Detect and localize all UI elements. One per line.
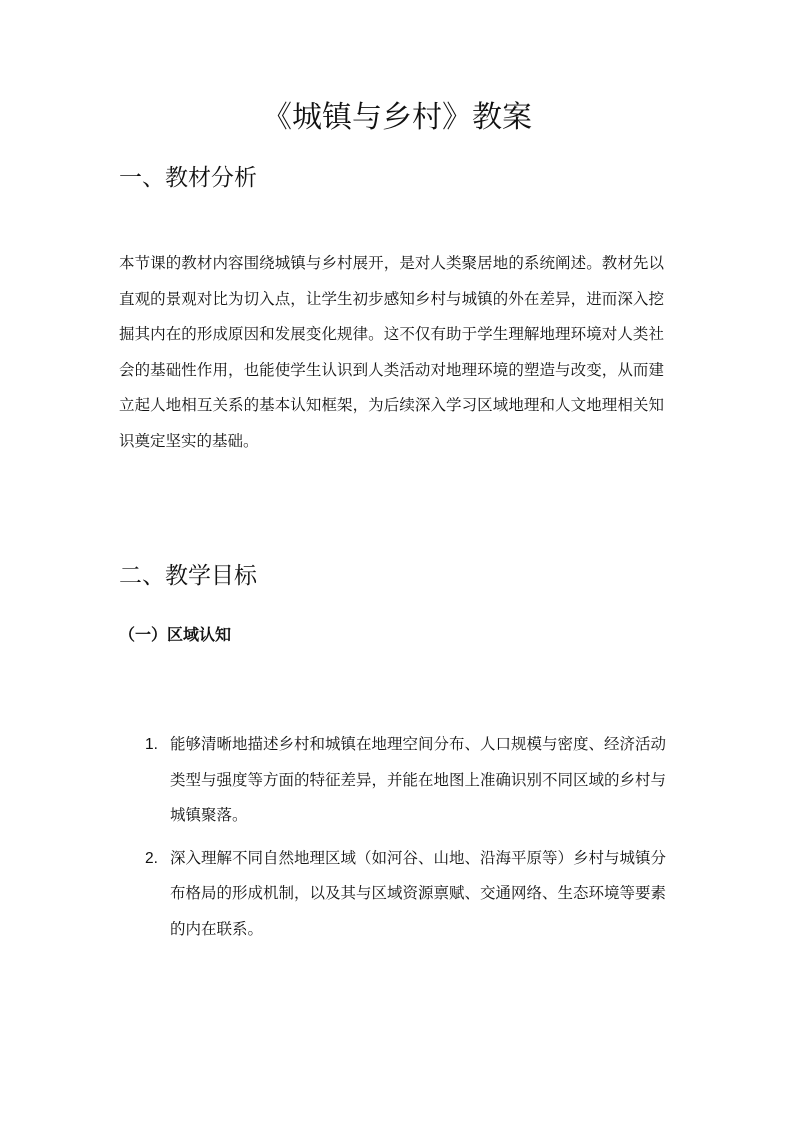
textbook-analysis-paragraph: 本节课的教材内容围绕城镇与乡村展开，是对人类聚居地的系统阐述。教材先以直观的景观对比为切入点，让学生初步感知乡村与城镇的外在差异，进而深入挖掘其内在的形成原因和发展变化规律。这不仅有助于学生理解地理环境对人类社会的基础性作用，也能使学生认识到人类活动对地理环境的塑造与改变，从而建立起人地相互关系的基本认知框架，为后续深入学习区域地理和人文地理相关知识奠定坚实的基础。 — [119, 254, 664, 450]
list-item-number: 1. — [145, 736, 158, 753]
document-title: 《城镇与乡村》教案 — [262, 100, 532, 135]
list-item-text: 深入理解不同自然地理区域（如河谷、山地、沿海平原等）乡村与城镇分布格局的形成机制，以及其与区域资源禀赋、交通网络、生态环境等要素的内在联系。 — [170, 848, 667, 938]
section-heading-textbook-analysis: 一、教材分析 — [119, 165, 257, 191]
list-item-number: 2. — [145, 849, 158, 867]
list-item — [119, 841, 679, 948]
regional-cognition-list — [119, 727, 679, 955]
section-heading-teaching-goals: 二、教学目标 — [119, 563, 257, 589]
list-item — [119, 727, 679, 834]
list-item-text: 能够清晰地描述乡村和城镇在地理空间分布、人口规模与密度、经济活动类型与强度等方面的特征差异，并能在地图上准确识别不同区域的乡村与城镇聚落。 — [170, 735, 667, 825]
subsection-heading-regional-cognition: （一）区域认知 — [119, 625, 232, 644]
